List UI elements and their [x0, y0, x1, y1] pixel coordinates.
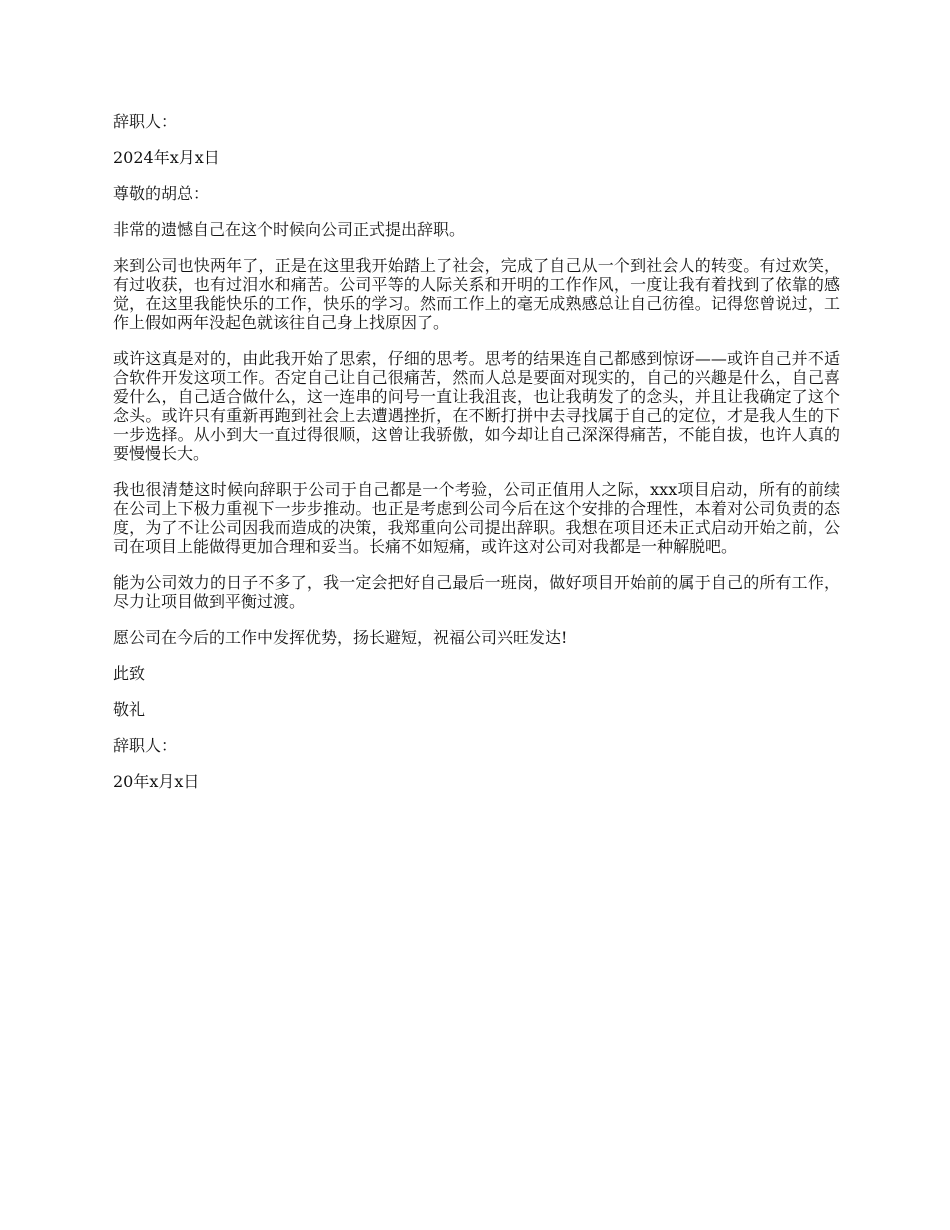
signer-label-bottom: 辞职人：: [113, 736, 178, 755]
date-bottom: 20年x月x日: [113, 772, 200, 791]
body-paragraph: 来到公司也快两年了，正是在这里我开始踏上了社会，完成了自己从一个到社会人的转变。有过欢笑，有过收获，也有过泪水和痛苦。公司平等的人际关系和开明的工作作风，一度让我有着找到了依靠的感觉，在这里我能快乐的工作，快乐的学习。然而工作上的毫无成熟感总让自己彷徨。记得您曾说过，工作上假如两年没起色就该往自己身上找原因了。: [113, 256, 840, 332]
body-paragraph: 愿公司在今后的工作中发挥优势，扬长避短，祝福公司兴旺发达!: [113, 628, 568, 647]
date-top: 2024年x月x日: [113, 148, 220, 167]
closing-line-2: 敬礼: [113, 700, 146, 719]
body-paragraph: 非常的遗憾自己在这个时候向公司正式提出辞职。: [113, 220, 466, 239]
body-paragraph: 或许这真是对的，由此我开始了思索，仔细的思考。思考的结果连自己都感到惊讶——或许自己并不适合软件开发这项工作。否定自己让自己很痛苦，然而人总是要面对现实的，自己的兴趣是什么，自己喜爱什么，自己适合做什么，这一连串的问号一直让我沮丧，也让我萌发了的念头，并且让我确定了这个念头。或许只有重新再跑到社会上去遭遇挫折，在不断打拼中去寻找属于自己的定位，才是我人生的下一步选择。从小到大一直过得很顺，这曾让我骄傲，如今却让自己深深得痛苦，不能自拔，也许人真的要慢慢长大。: [113, 349, 840, 463]
salutation: 尊敬的胡总：: [113, 184, 210, 203]
body-paragraph: 我也很清楚这时候向辞职于公司于自己都是一个考验，公司正值用人之际，xxx项目启动，所有的前续在公司上下极力重视下一步步推动。也正是考虑到公司今后在这个安排的合理性，本着对公司负责的态度，为了不让公司因我而造成的决策，我郑重向公司提出辞职。我想在项目还未正式启动开始之前，公司在项目上能做得更加合理和妥当。长痛不如短痛，或许这对公司对我都是一种解脱吧。: [113, 480, 840, 556]
letter-page: [113, 112, 840, 808]
closing-line-1: 此致: [113, 664, 146, 683]
body-paragraph: 能为公司效力的日子不多了，我一定会把好自己最后一班岗，做好项目开始前的属于自己的所有工作，尽力让项目做到平衡过渡。: [113, 573, 840, 611]
signer-label-top: 辞职人：: [113, 112, 178, 131]
